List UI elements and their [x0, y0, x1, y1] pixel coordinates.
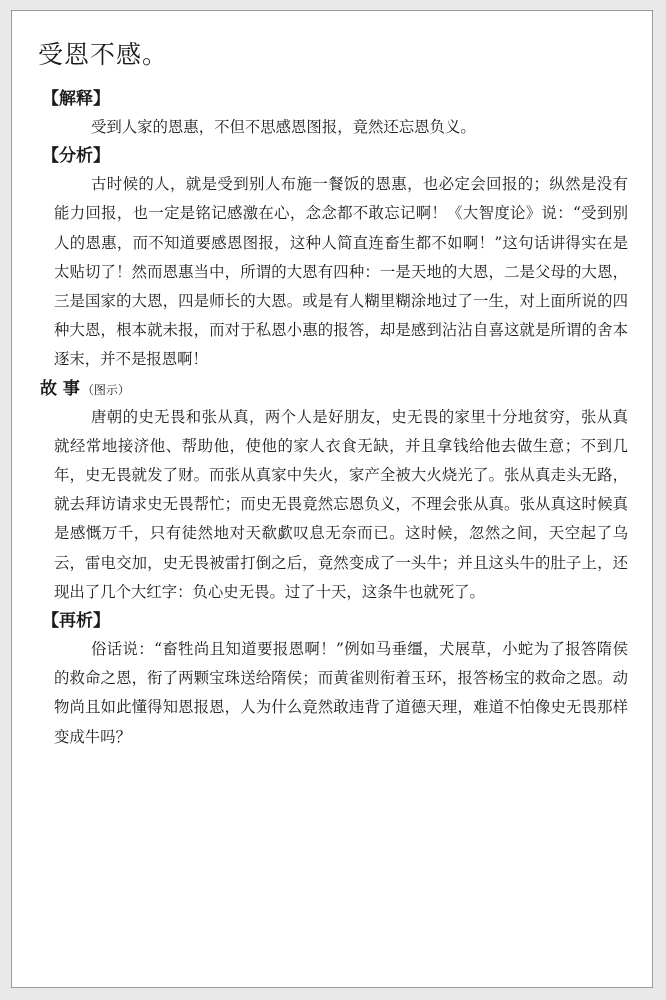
document-body — [12, 85, 652, 752]
explanation-text: 受到人家的恩惠，不但不思感恩图报，竟然还忘恩负义。 — [90, 118, 476, 136]
story-subheading: （图示） — [81, 382, 130, 397]
page-title: 受恩不感。 — [38, 40, 169, 69]
explanation-heading: 【解释】 — [42, 89, 110, 109]
story-text: 唐朝的史无畏和张从真，两个人是好朋友，史无畏的家里十分地贫穷，张从真就经常地接济他、帮助他，使他的家人衣食无缺，并且拿钱给他去做生意；不到几年，史无畏就发了财。而张从真家中失火，家产全被大火烧光了。张从真走头无路，就去拜访请求史无畏帮忙；而史无畏竟然忘恩负义，不理会张从真。张从真这时候真是感慨万千，只有徒然地对天欷歔叹息无奈而已。这时候，忽然之间，天空起了乌云，雷电交加，史无畏被雷打倒之后，竟然变成了一头牛；并且这头牛的肚子上，还现出了几个大红字：负心史无畏。过了十天，这条牛也就死了。 — [54, 407, 628, 601]
story-heading — [40, 375, 652, 403]
reanalysis-text: 俗话说：“畜牲尚且知道要报恩啊！”例如马垂缰，犬展草，小蛇为了报答隋侯的救命之恩，衔了两颗宝珠送给隋侯；而黄雀则衔着玉环，报答杨宝的救命之恩。动物尚且如此懂得知恩报恩，人为什么竟然敢违背了道德天理，难道不怕像史无畏那样变成牛吗？ — [54, 640, 628, 746]
analysis-text: 古时候的人，就是受到别人布施一餐饭的恩惠，也必定会回报的；纵然是没有能力回报，也一定是铭记感激在心，念念都不敢忘记啊！《大智度论》说：“受到别人的恩惠，而不知道要感恩图报，这种人简直连畜生都不如啊！”这句话讲得实在是太贴切了！然而恩惠当中，所谓的大恩有四种：一是天地的大恩，二是父母的大恩，三是国家的大恩，四是师长的大恩。或是有人糊里糊涂地过了一生，对上面所说的四种大恩，根本就未报，而对于私恩小惠的报答，却是感到沾沾自喜这就是所谓的舍本逐末，并不是报恩啊！ — [54, 175, 628, 369]
document-page — [11, 10, 653, 988]
story-heading-label: 故 事 — [40, 378, 80, 399]
analysis-heading: 【分析】 — [42, 146, 110, 167]
reanalysis-heading: 【再析】 — [42, 611, 110, 632]
